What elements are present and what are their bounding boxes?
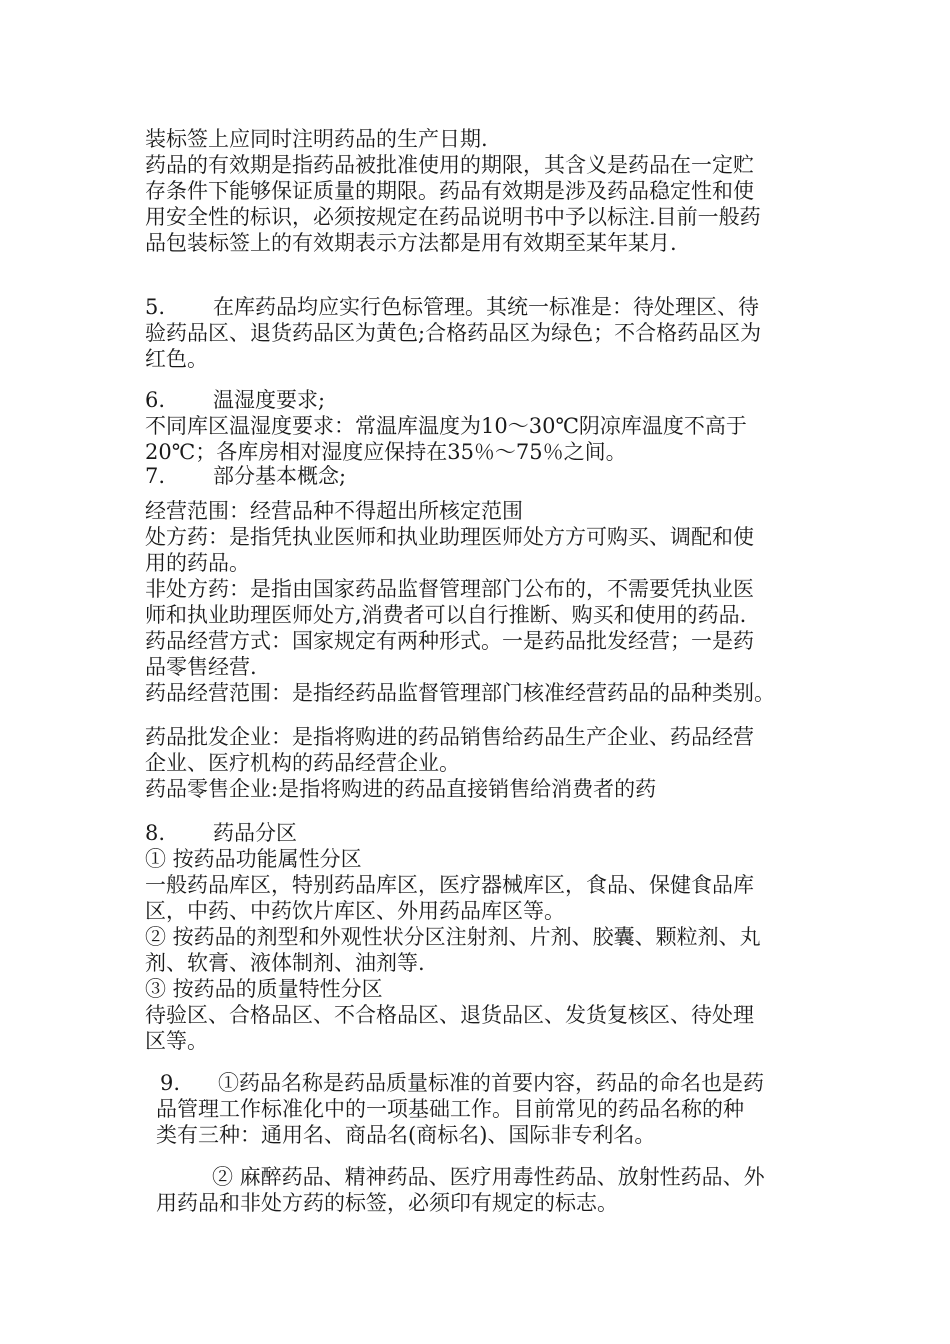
text-line: 处方药：是指凭执业医师和执业助理医师处方方可购买、调配和使	[145, 525, 754, 549]
text-line: 师和执业助理医师处方,消费者可以自行推断、购买和使用的药品.	[145, 603, 747, 627]
text-line: 区等。	[145, 1029, 208, 1053]
text-line: 品零售经营.	[145, 655, 257, 679]
item-number: 6.	[145, 388, 166, 412]
text-line: 区，中药、中药饮片库区、外用药品库区等。	[145, 899, 565, 923]
text-line: 待验区、合格品区、不合格品区、退货品区、发货复核区、待处理	[145, 1003, 754, 1027]
item-number: 5.	[145, 295, 166, 319]
item-6-heading	[145, 387, 325, 413]
text-line: 非处方药：是指由国家药品监督管理部门公布的，不需要凭执业医	[145, 577, 754, 601]
text-line: 装标签上应同时注明药品的生产日期.	[145, 127, 488, 151]
text-line: 验药品区、退货药品区为黄色;合格药品区为绿色；不合格药品区为	[145, 321, 762, 345]
item-title: 温湿度要求;	[213, 388, 326, 412]
item-title: 部分基本概念;	[213, 464, 347, 488]
text-line: 品管理工作标准化中的一项基础工作。目前常见的药品名称的种	[156, 1097, 744, 1121]
item-7-heading	[145, 463, 346, 489]
text-line: 药品经营方式：国家规定有两种形式。一是药品批发经营；一是药	[145, 629, 754, 653]
text-line: 经营范围：经营品种不得超出所核定范围	[145, 499, 523, 523]
text-line: 品包装标签上的有效期表示方法都是用有效期至某年某月.	[145, 231, 677, 255]
text-line: ② 麻醉药品、精神药品、医疗用毒性药品、放射性药品、外	[212, 1165, 765, 1189]
text-line: 20℃；各库房相对湿度应保持在35％～75％之间。	[145, 440, 627, 464]
text-line: 药品的有效期是指药品被批准使用的期限，其含义是药品在一定贮	[145, 153, 754, 177]
item-8-heading	[145, 820, 297, 846]
text-line: 类有三种：通用名、商品名(商标名)、国际非专利名。	[156, 1123, 656, 1147]
text-line: ② 按药品的剂型和外观性状分区注射剂、片剂、胶囊、颗粒剂、丸	[145, 925, 761, 949]
text-line: 一般药品库区，特别药品库区，医疗器械库区，食品、保健食品库	[145, 873, 754, 897]
text-line: 药品经营范围：是指经药品监督管理部门核准经营药品的品种类别。	[145, 681, 775, 705]
text-line: 药品批发企业：是指将购进的药品销售给药品生产企业、药品经营	[145, 725, 754, 749]
text-line: 不同库区温湿度要求：常温库温度为10～30℃阴凉库温度不高于	[145, 414, 747, 438]
text-line: ① 按药品功能属性分区	[145, 847, 362, 871]
text-line: 用药品和非处方药的标签，必须印有规定的标志。	[156, 1191, 618, 1215]
text-line: 企业、医疗机构的药品经营企业。	[145, 751, 460, 775]
text-line: 红色。	[145, 347, 208, 371]
text-line: 存条件下能够保证质量的期限。药品有效期是涉及药品稳定性和使	[145, 179, 754, 203]
text-line: ①药品名称是药品质量标准的首要内容，药品的命名也是药	[218, 1071, 764, 1095]
text-line: ③ 按药品的质量特性分区	[145, 977, 383, 1001]
text-line: 用安全性的标识，必须按规定在药品说明书中予以标注.目前一般药	[145, 205, 761, 229]
item-number: 8.	[145, 821, 166, 845]
item-title: 药品分区	[213, 821, 297, 845]
text-line: 在库药品均应实行色标管理。其统一标准是：待处理区、待	[213, 295, 759, 319]
text-line: 用的药品。	[145, 551, 250, 575]
item-5-first-line	[145, 294, 759, 320]
item-number: 7.	[145, 464, 166, 488]
text-line: 剂、软膏、液体制剂、油剂等.	[145, 951, 425, 975]
text-line: 药品零售企业:是指将购进的药品直接销售给消费者的药	[145, 777, 657, 801]
item-9-first-line	[160, 1070, 764, 1096]
item-number: 9.	[160, 1071, 181, 1095]
